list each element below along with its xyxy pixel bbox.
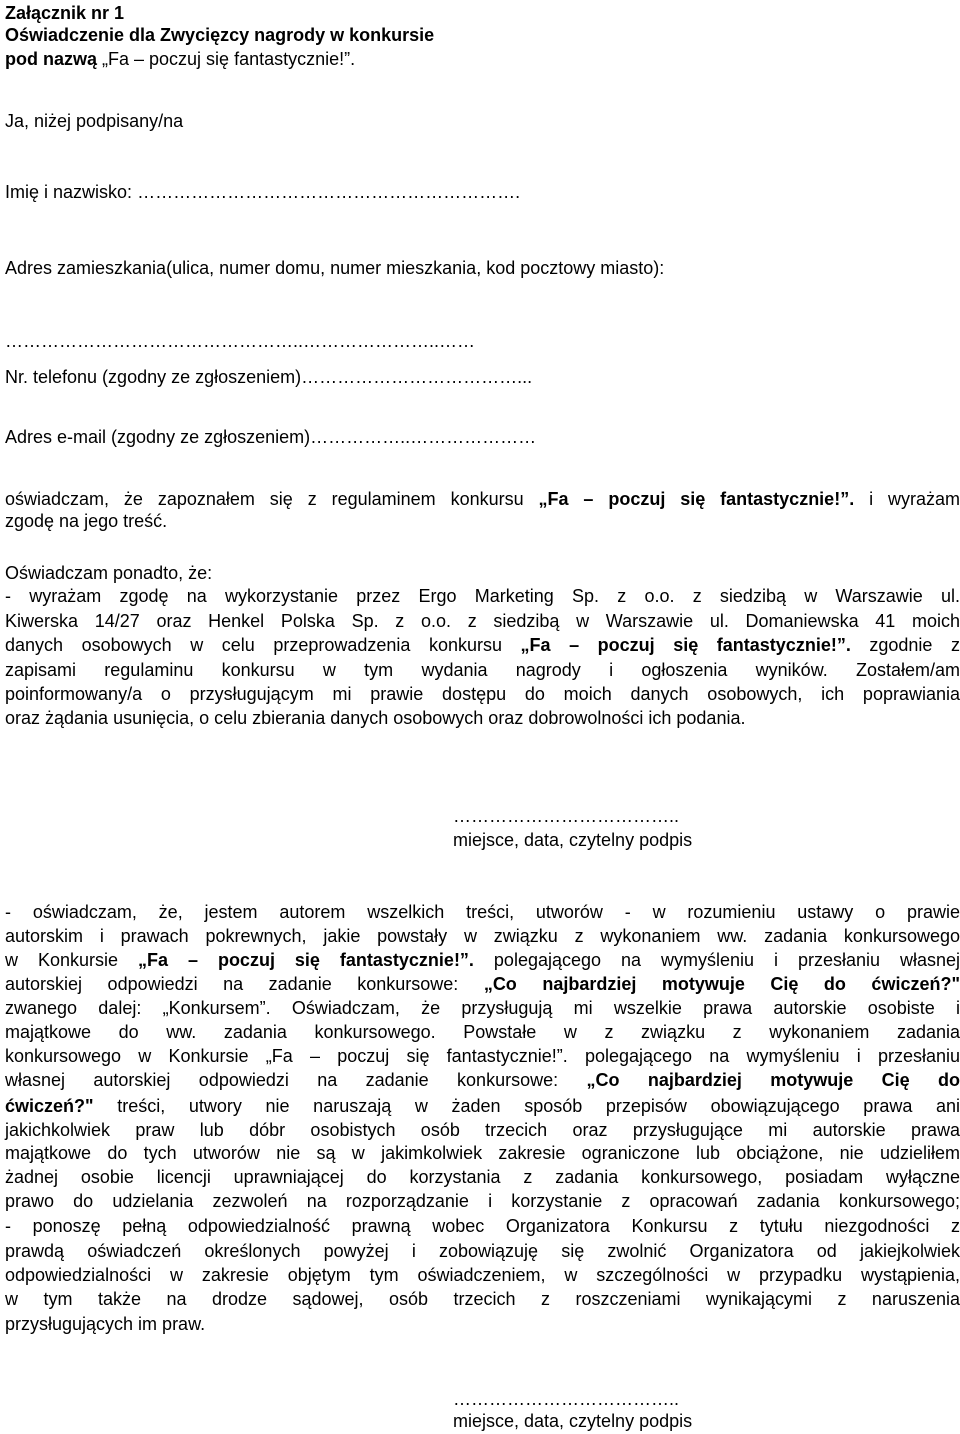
contest-task: „Co najbardziej motywuje Cię do — [586, 1070, 960, 1090]
authorship-line: przysługujących im praw. — [5, 1314, 206, 1334]
name-field-line — [5, 181, 520, 203]
authorship-line: prawo do udzielania zezwoleń na rozporządzanie i korzystanie z opracowań zadania konkursowego; — [5, 1191, 960, 1211]
signature-dots: ……………………………….. — [453, 1389, 680, 1409]
name-dots: ………………………………………………………. — [137, 182, 521, 202]
consent-line: - wyrażam zgodę na wykorzystanie przez Ergo Marketing Sp. z o.o. z siedzibą w Warszawie ul. — [5, 586, 960, 606]
consent-text: danych osobowych w celu przeprowadzenia konkursu — [5, 635, 521, 655]
document-title: Oświadczenie dla Zwycięzcy nagrody w konkursie — [5, 25, 435, 45]
authorship-line: majątkowe do tych utworów nie są w jakimkolwiek zakresie ograniczone lub obciążone, nie udzieliłem — [5, 1143, 960, 1163]
authorship-text: treści, utwory nie naruszają w żaden sposób przepisów obowiązującego prawa ani — [93, 1096, 960, 1116]
authorship-text: własnej autorskiej odpowiedzi na zadanie konkursowe: — [5, 1070, 587, 1090]
contest-name-prefix: pod nazwą — [5, 49, 103, 69]
email-dots: ……………..………………… — [310, 427, 537, 447]
contest-name: „Fa – poczuj się fantastycznie!”. — [102, 49, 356, 69]
consent-line: Kiwerska 14/27 oraz Henkel Polska Sp. z o.o. z siedzibą w Warszawie ul. Domaniewska 41 moich — [5, 611, 960, 631]
authorship-line: w tym także na drodze sądowej, osób trzecich z roszczeniami wynikającymi z naruszenia — [5, 1289, 960, 1309]
contest-task: ćwiczeń?" — [5, 1096, 94, 1116]
authorship-line: jakichkolwiek praw lub dóbr osobistych osób trzecich oraz przysługujące mi autorskie prawa — [5, 1120, 960, 1140]
authorship-line — [5, 1095, 960, 1117]
contest-name-line — [5, 48, 355, 70]
attachment-number: Załącznik nr 1 — [5, 3, 125, 23]
authorship-line — [5, 973, 960, 995]
authorship-line: żadnej osobie licencji uprawniającej do korzystania z zadania konkursowego, posiadam wyłączne — [5, 1167, 960, 1187]
phone-label: Nr. telefonu (zgodny ze zgłoszeniem) — [5, 367, 302, 387]
authorship-line: - oświadczam, że, jestem autorem wszelkich treści, utworów - w rozumieniu ustawy o prawie — [5, 902, 960, 922]
authorship-text: w Konkursie — [5, 950, 138, 970]
name-label: Imię i nazwisko: — [5, 182, 133, 202]
signature-dots: ……………………………….. — [453, 806, 680, 826]
consent-line: zapisami regulaminu konkursu w tym wydania nagrody i ogłoszenia wyników. Zostałem/am — [5, 660, 960, 680]
statement-line — [5, 488, 960, 510]
phone-field-line — [5, 366, 532, 388]
authorship-line: prawdą oświadczeń określonych powyżej i zobowiązuję się zwolnić Organizatora od jakiejkolwiek — [5, 1241, 960, 1261]
authorship-line: - ponoszę pełną odpowiedzialność prawną wobec Organizatora Konkursu z tytułu niezgodności z — [5, 1216, 960, 1236]
intro-text: Ja, niżej podpisany/na — [5, 111, 184, 131]
statement-text: oświadczam, że zapoznałem się z regulaminem konkursu — [5, 489, 539, 509]
contest-name: „Fa – poczuj się fantastycznie!”. — [520, 635, 851, 655]
consent-line: poinformowany/a o przysługującym mi prawie dostępu do moich danych osobowych, ich poprawiania — [5, 684, 960, 704]
authorship-line: zwanego dalej: „Konkursem”. Oświadczam, że przysługują mi wszelkie prawa autorskie osobiste i — [5, 998, 960, 1018]
authorship-line: odpowiedzialności w zakresie objętym tym oświadczeniem, w szczególności w przypadku wystąpienia, — [5, 1265, 960, 1285]
contest-name: „Fa – poczuj się fantastycznie!”. — [137, 950, 474, 970]
authorship-line — [5, 1069, 960, 1091]
consent-text: zgodnie z — [850, 635, 960, 655]
address-dots: …………………………………………..…………………..…… — [5, 331, 476, 351]
consent-line — [5, 634, 960, 656]
authorship-line — [5, 949, 960, 971]
signature-caption: miejsce, data, czytelny podpis — [453, 1411, 693, 1431]
address-label: Adres zamieszkania(ulica, numer domu, numer mieszkania, kod pocztowy miasto): — [5, 258, 665, 278]
authorship-line: autorskim i prawach pokrewnych, jakie powstały w związku z wykonaniem ww. zadania konkursowego — [5, 926, 960, 946]
email-field-line — [5, 426, 536, 448]
consent-heading: Oświadczam ponadto, że: — [5, 563, 213, 583]
authorship-text: polegającego na wymyśleniu i przesłaniu własnej — [473, 950, 960, 970]
phone-dots: ………………………………... — [301, 367, 533, 387]
contest-name: „Fa – poczuj się fantastycznie!”. — [538, 489, 855, 509]
authorship-text: autorskiej odpowiedzi na zadanie konkursowe: — [5, 974, 484, 994]
authorship-line: konkursowego w Konkursie „Fa – poczuj się fantastycznie!”. polegającego na wymyśleniu i przesłaniu — [5, 1046, 960, 1066]
signature-caption: miejsce, data, czytelny podpis — [453, 830, 693, 850]
statement-line: zgodę na jego treść. — [5, 511, 168, 531]
authorship-line: majątkowe do ww. zadania konkursowego. Powstałe w z związku z wykonaniem zadania — [5, 1022, 960, 1042]
consent-line: oraz żądania usunięcia, o celu zbierania danych osobowych oraz dobrowolności ich podania. — [5, 708, 746, 728]
contest-task: „Co najbardziej motywuje Cię do ćwiczeń?" — [483, 974, 960, 994]
email-label: Adres e-mail (zgodny ze zgłoszeniem) — [5, 427, 311, 447]
statement-text: i wyrażam — [854, 489, 960, 509]
